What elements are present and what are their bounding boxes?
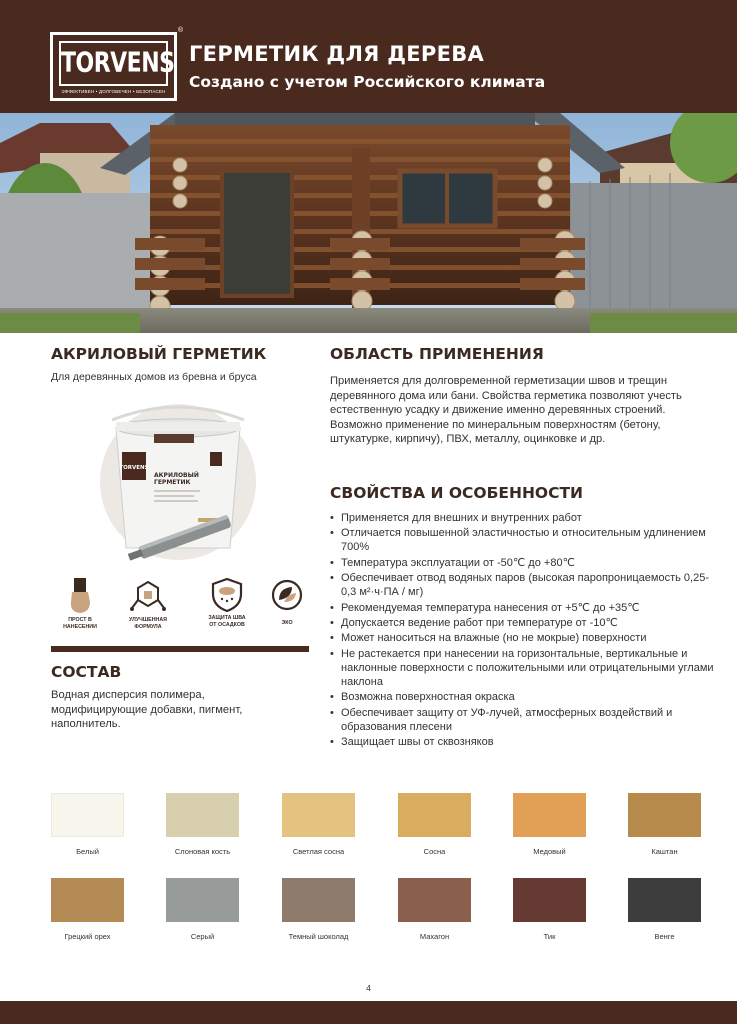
bucket-brand: TORVENS [119, 465, 149, 471]
list-item: • Допускается ведение работ при температуре от -10℃ [330, 616, 715, 630]
product-image [98, 400, 258, 565]
color-swatch-white [51, 793, 124, 837]
color-swatch-grey [166, 878, 239, 922]
bucket-name-line1: АКРИЛОВЫЙ [154, 472, 199, 479]
color-label: Махагон [419, 932, 450, 941]
eco-leaves-icon [270, 578, 304, 612]
page-number: 4 [366, 983, 371, 993]
color-swatch-ivory [166, 793, 239, 837]
list-item: • Рекомендуемая температура нанесения от +5℃ до +35℃ [330, 601, 715, 615]
page-subtitle: Создано с учетом Российского климата [189, 73, 546, 91]
color-swatch-light-pine [282, 793, 355, 837]
list-item: • Применяется для внешних и внутренних работ [330, 511, 715, 525]
color-label: Серый [190, 932, 215, 941]
logo-text: TORVENS [61, 47, 175, 80]
hand-tube-icon [66, 578, 94, 614]
color-label: Венге [654, 932, 675, 941]
color-swatch-mahogany [398, 878, 471, 922]
divider-rule [51, 646, 309, 652]
composition-heading: СОСТАВ [51, 663, 122, 681]
acrylic-subheading: Для деревянных домов из бревна и бруса [51, 371, 257, 383]
composition-text: Водная дисперсия полимера, модифицирующие добавки, пигмент, наполнитель. [51, 689, 243, 731]
feature-rain-protection [198, 578, 256, 628]
list-item: • Возможна поверхностная окраска [330, 690, 715, 704]
log-house-illustration [0, 113, 737, 333]
registered-mark: ® [177, 27, 183, 34]
brand-logo [50, 27, 183, 101]
color-label: Грецкий орех [64, 932, 111, 941]
color-label: Белый [76, 847, 99, 856]
color-label: Сосна [423, 847, 446, 856]
color-swatch-honey [513, 793, 586, 837]
sealant-bucket-and-tube [98, 400, 258, 565]
bucket-name-line2: ГЕРМЕТИК [154, 479, 191, 486]
color-label: Слоновая кость [174, 847, 231, 856]
color-swatch-teak [513, 878, 586, 922]
feature-label-line1: ПРОСТ В [68, 617, 92, 623]
color-label: Медовый [533, 847, 566, 856]
feature-label-line1: УЛУЧШЕННАЯ [129, 617, 167, 623]
feature-label-line2: ФОРМУЛА [134, 623, 162, 630]
feature-eco [258, 578, 316, 627]
properties-list [330, 511, 715, 750]
list-item: • Защищает швы от сквозняков [330, 735, 715, 749]
shield-rain-icon [211, 578, 243, 612]
properties-heading: СВОЙСТВА И ОСОБЕННОСТИ [330, 484, 584, 502]
feature-label-line2: ОТ ОСАДКОВ [209, 621, 245, 628]
feature-icons [51, 578, 311, 638]
feature-label-line1: ЗАЩИТА ШВА [208, 615, 246, 621]
footer-bar [0, 1001, 737, 1024]
color-label: Светлая сосна [292, 847, 345, 856]
logo-tagline: ЭФФЕКТИВЕН • ДОЛГОВЕЧЕН • БЕЗОПАСЕН [61, 89, 166, 94]
feature-label-line1: ЭКО [281, 620, 293, 626]
molecule-icon [130, 578, 166, 614]
color-swatch-wenge [628, 878, 701, 922]
application-text: Применяется для долговременной герметизации швов и трещин деревянного дома или бани. Свойства герметика позволяют учесть естественную усадку и движение именно деревянных строений. Возможно применение по минеральным поверхностям (бетону, штукатурке, кирпичу), ПВХ, металлу, оцинковке и др. [330, 375, 682, 446]
color-swatch-dark-chocolate [282, 878, 355, 922]
log-house-photo [0, 113, 737, 333]
application-heading: ОБЛАСТЬ ПРИМЕНЕНИЯ [330, 345, 544, 363]
list-item: • Может наноситься на влажные (но не мокрые) поверхности [330, 631, 715, 645]
feature-easy-apply [51, 578, 109, 630]
feature-label-line2: НАНЕСЕНИИ [63, 623, 97, 630]
color-label: Тик [543, 932, 556, 941]
acrylic-heading: АКРИЛОВЫЙ ГЕРМЕТИК [51, 345, 267, 363]
color-label: Темный шоколад [288, 932, 349, 941]
list-item: • Обеспечивает защиту от УФ-лучей, атмосферных воздействий и образования плесени [330, 706, 715, 734]
color-swatch-pine [398, 793, 471, 837]
list-item: • Температура эксплуатации от -50℃ до +80℃ [330, 556, 715, 570]
color-swatch-chestnut [628, 793, 701, 837]
color-swatch-walnut [51, 878, 124, 922]
feature-improved-formula [119, 578, 177, 630]
page-title: ГЕРМЕТИК ДЛЯ ДЕРЕВА [189, 42, 485, 66]
color-label: Каштан [651, 847, 678, 856]
list-item: • Обеспечивает отвод водяных паров (высокая паропроницаемость 0,25-0,3 м²·ч·ПА / мг) [330, 571, 715, 599]
logo-frame [59, 41, 175, 86]
list-item: • Не растекается при нанесении на горизонтальные, вертикальные и наклонные поверхности с положительными или отрицательными углами наклона [330, 647, 715, 689]
list-item: • Отличается повышенной эластичностью и относительным удлинением 700% [330, 526, 715, 554]
